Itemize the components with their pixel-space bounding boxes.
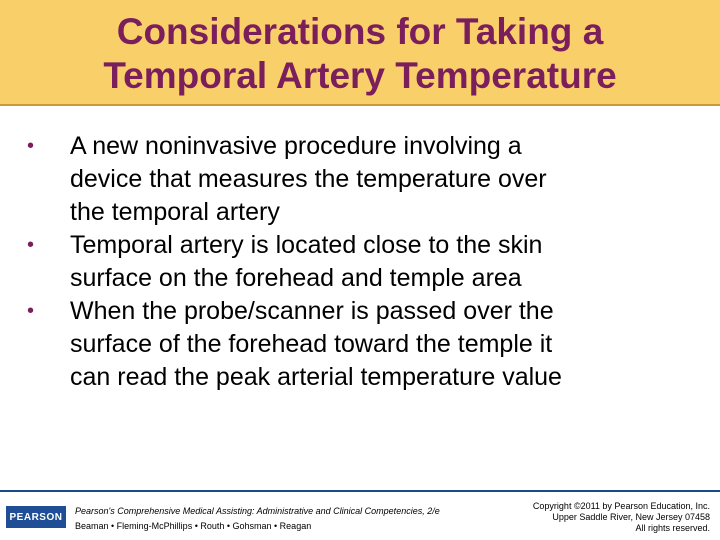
footer-divider (0, 490, 720, 492)
bullet-1-line-1: A new noninvasive procedure involving a (70, 132, 522, 160)
bullet-1-line-3: the temporal artery (70, 198, 280, 226)
slide-title-line-1: Considerations for Taking a (116, 11, 604, 52)
pearson-logo: PEARSON (6, 506, 66, 528)
slide-title-line-2: Temporal Artery Temperature (103, 55, 617, 96)
book-authors: Beaman • Fleming-McPhillips • Routh • Gohsman • Reagan (75, 521, 312, 531)
copyright-line-2: Upper Saddle River, New Jersey 07458 (552, 512, 710, 522)
bullet-1-line-2: device that measures the temperature over (70, 165, 547, 193)
bullet-dot: • (27, 135, 35, 157)
slide-footer (0, 490, 720, 540)
title-band (0, 0, 720, 106)
bullet-3-line-2: surface of the forehead toward the temple it (70, 330, 553, 358)
bullet-3-line-3: can read the peak arterial temperature value (70, 363, 562, 391)
copyright-line-1: Copyright ©2011 by Pearson Education, Inc. (532, 501, 710, 511)
bullet-2-line-2: surface on the forehead and temple area (70, 264, 522, 292)
copyright-line-3: All rights reserved. (635, 523, 710, 533)
bullet-dot: • (27, 300, 35, 322)
copyright-notice (500, 501, 710, 534)
bullet-dot: • (27, 234, 35, 256)
bullet-2-line-1: Temporal artery is located close to the skin (70, 231, 543, 259)
bullet-3-line-1: When the probe/scanner is passed over the (70, 297, 554, 325)
book-title: Pearson's Comprehensive Medical Assisting: Administrative and Clinical Competencies, 2/e (75, 506, 440, 516)
